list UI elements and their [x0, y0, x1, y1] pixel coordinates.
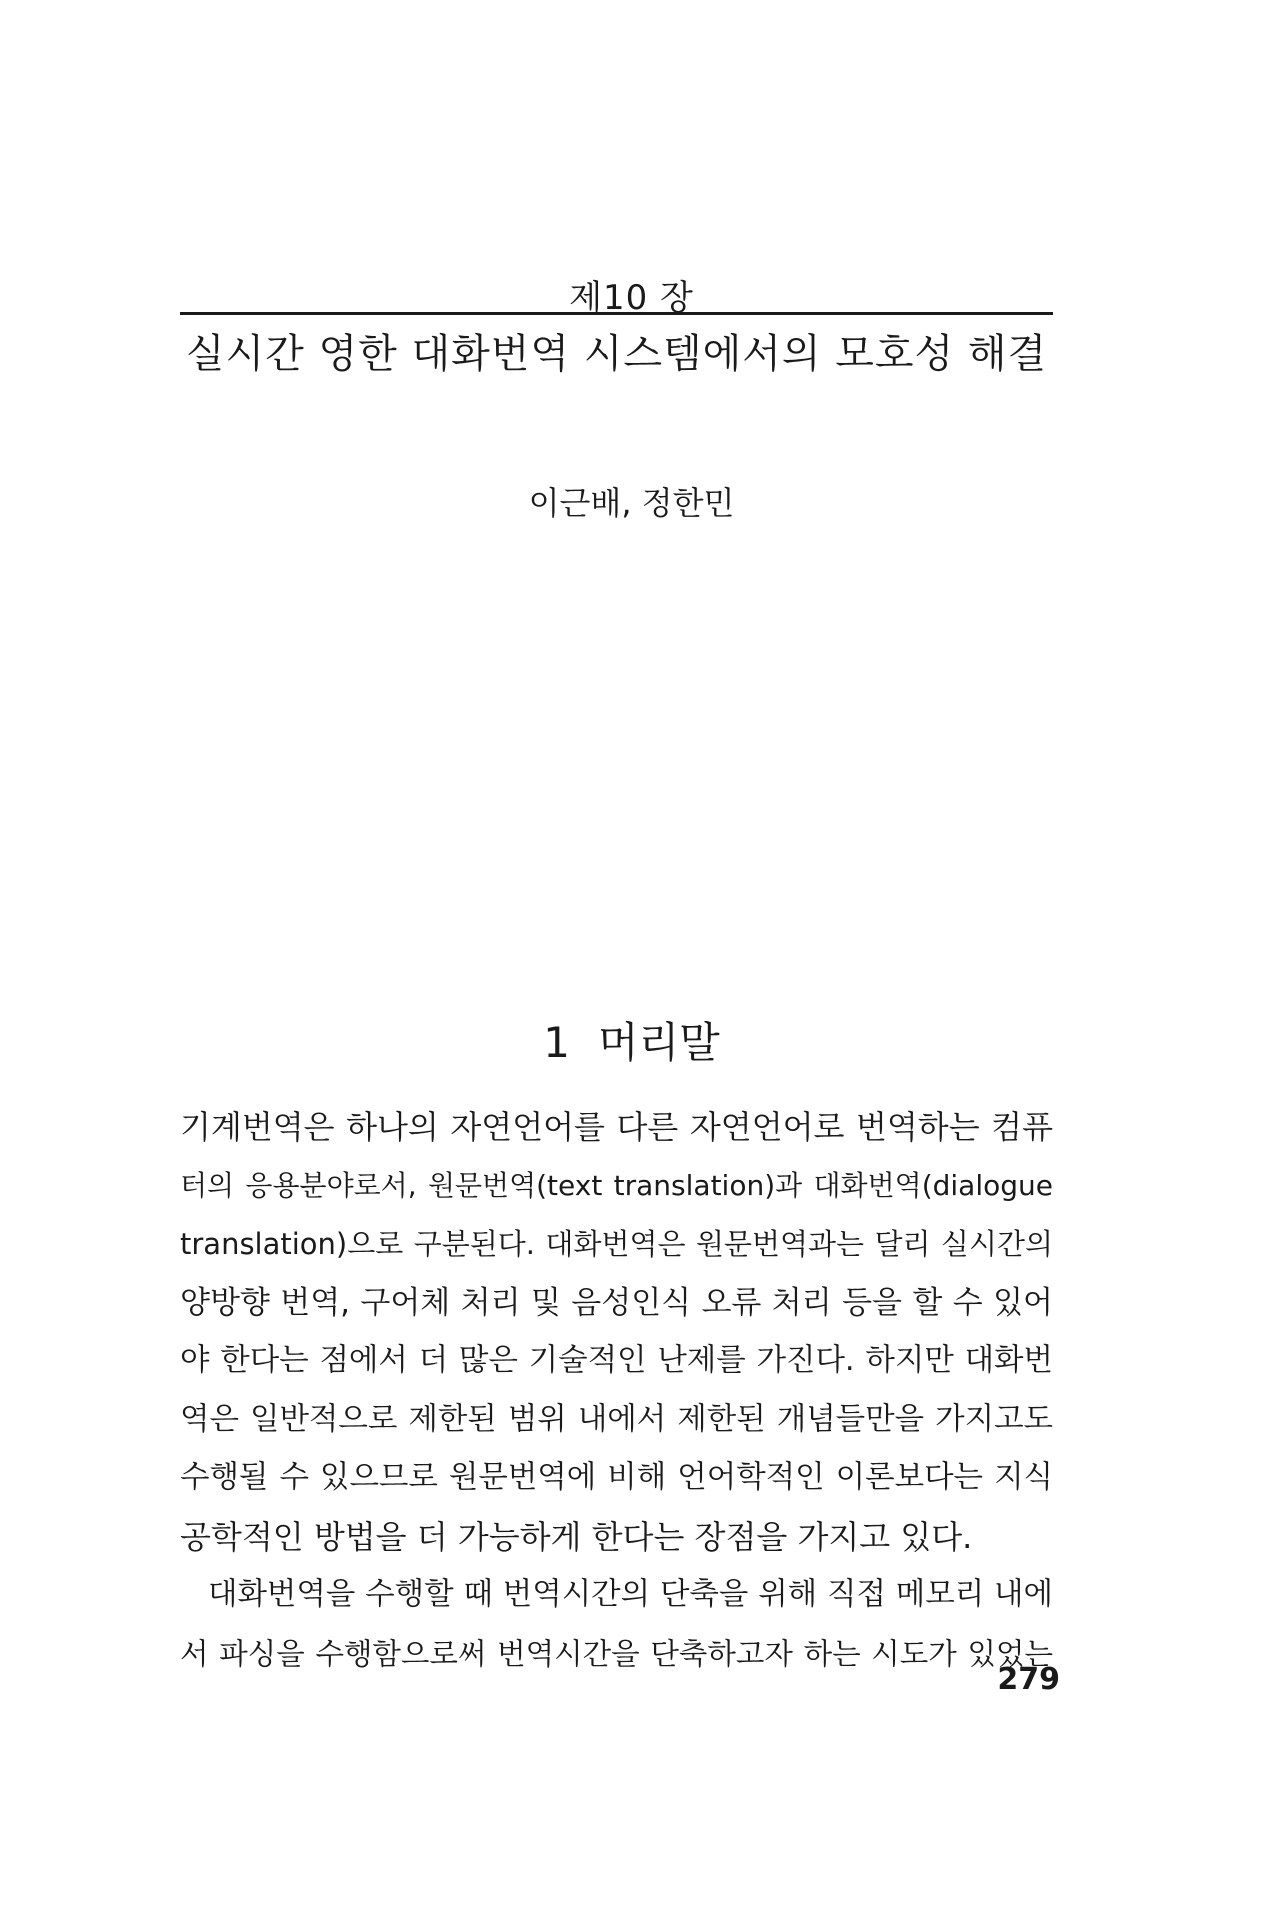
body-text	[180, 1098, 1053, 1683]
page-number: 279	[997, 1662, 1060, 1697]
title-rule	[180, 312, 1053, 315]
section-heading	[0, 1010, 1263, 1070]
body-line: 수행될 수 있으므로 원문번역에 비해 언어학적인 이론보다는 지식	[180, 1460, 1053, 1495]
body-line: 대화번역을 수행할 때 번역시간의 단축을 위해 직접 메모리 내에	[208, 1577, 1053, 1612]
section-number: 1	[543, 1018, 570, 1067]
body-line: 공학적인 방법을 더 가능하게 한다는 장점을 가지고 있다.	[180, 1517, 973, 1556]
chapter-title: 실시간 영한 대화번역 시스템에서의 모호성 해결	[185, 331, 1048, 377]
body-line: translation)으로 구분된다. 대화번역은 원문번역과는 달리 실시간의	[180, 1227, 1053, 1261]
authors: 이근배, 정한민	[528, 484, 735, 522]
body-line: 서 파싱을 수행함으로써 번역시간을 단축하고자 하는 시도가 있었는	[180, 1636, 1053, 1671]
section-title: 머리말	[598, 1018, 720, 1067]
body-line: 기계번역은 하나의 자연언어를 다른 자연언어로 번역하는 컴퓨	[180, 1108, 1053, 1146]
body-line: 터의 응용분야로서, 원문번역(text translation)과 대화번역(dialogue	[180, 1168, 1053, 1202]
body-line: 역은 일반적으로 제한된 범위 내에서 제한된 개념들만을 가지고도	[180, 1401, 1053, 1437]
chapter-label: 제10 장	[569, 278, 694, 318]
body-line: 양방향 번역, 구어체 처리 및 음성인식 오류 처리 등을 할 수 있어	[180, 1284, 1053, 1321]
body-line: 야 한다는 점에서 더 많은 기술적인 난제를 가진다. 하지만 대화번	[180, 1343, 1053, 1378]
